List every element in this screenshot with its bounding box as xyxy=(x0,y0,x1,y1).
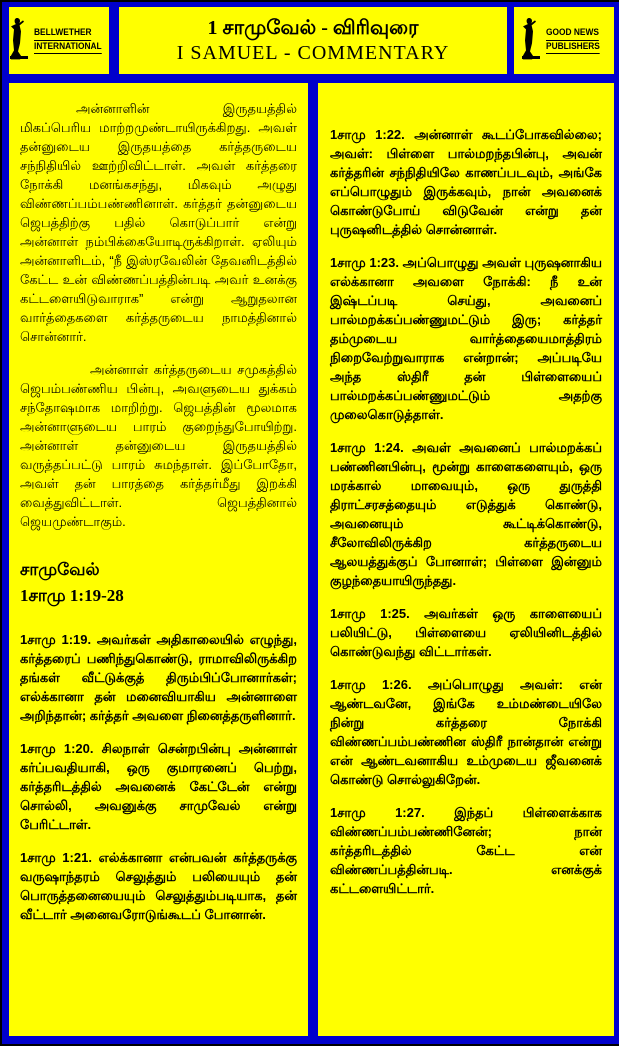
left-column xyxy=(9,83,308,1036)
verse-1-26: 1சாமு 1:26. அப்பொழுது அவள்: என் ஆண்டவனே, இங்கே உம்மண்டையிலே நின்று கர்த்தரை நோக்கி விண்ணப்பம்பண்ணின ஸ்திரீ நான்தான் என்று என் ஆண்டவனாகிய உம்முடைய ஜீவனைக் கொண்டு சொல்லுகிறேன். xyxy=(330,677,602,787)
verse-1-27: 1சாமு 1:27. இந்தப் பிள்ளைக்காக விண்ணப்பம்பண்ணினேன்; நான் கர்த்தரிடத்தில் கேட்ட என் விண்ணப்பத்தின்படி. எனக்குக் கட்டளையிட்டார். xyxy=(330,805,602,896)
section-heading-range: 1சாமு 1:19-28 xyxy=(20,585,124,605)
section-heading-book: சாமுவேல் xyxy=(20,560,100,579)
good-news-name: GOOD NEWS xyxy=(546,27,599,41)
verse-1-23: 1சாமு 1:23. அப்பொழுது அவள் புருஷனாகிய எல்க்கானா அவளை நோக்கி: நீ உன் இஷ்டப்படி செய்து, அவனைப் பால்மறக்கப்பண்ணுமட்டும் இரு; கர்த்தர் தம்முடைய வார்த்தையைமாத்திரம் நிறைவேற்றுவாராக என்றான்; அப்படியே அந்த ஸ்திரீ தன் பிள்ளையைப் பால்மறக்கப்பண்ணுமட்டும் அதற்கு முலைகொடுத்தாள். xyxy=(330,255,602,422)
bellwether-statue-icon xyxy=(9,16,30,65)
commentary-paragraph: அன்னாளின் இருதயத்தில் மிகப்பெரிய மாற்றமுண்டாயிருக்கிறது. அவள் தன்னுடைய இருதயத்தை கர்த்தருடைய சந்நிதியில் ஊற்றிவிட்டாள். அவள் கர்த்தரை நோக்கி மனங்கசந்து, மிகவும் அழுது விண்ணப்பம்பண்ணினாள். கர்த்தர் தன்னுடைய ஜெபத்திற்கு பதில் கொடுப்பார் என்று அன்னாள் நம்பிக்கையோடிருக்கிறாள். ஏலியும் அன்னாளிடம், “நீ இஸ்ரவேலின் தேவனிடத்தில் கேட்ட உன் விண்ணப்பத்தின்படி அவர் உனக்கு கட்டளையிடுவாராக” என்று ஆறுதலான வார்த்தைகளை கர்த்தருடைய நாமத்தினால் சொன்னார். xyxy=(20,101,297,344)
good-news-statue-icon xyxy=(520,16,542,65)
title-box xyxy=(119,7,507,74)
right-column xyxy=(318,83,614,1036)
bellwether-logo xyxy=(9,7,109,74)
section-heading xyxy=(20,557,297,608)
verse-1-19: 1சாமு 1:19. அவர்கள் அதிகாலையில் எழுந்து, கர்த்தரைப் பணிந்துகொண்டு, ராமாவிலிருக்கிற தங்கள் வீட்டுக்குத் திரும்பிப்போனார்கள்; எல்க்கானா தன் மனைவியாகிய அன்னாளை அறிந்தான்; கர்த்தர் அவளை நினைத்தருளினார். xyxy=(20,632,297,723)
good-news-logo xyxy=(514,7,614,74)
bellwether-name: BELLWETHER xyxy=(34,27,92,41)
bellwether-subname: INTERNATIONAL xyxy=(34,41,102,55)
page-title-english: I SAMUEL - COMMENTARY xyxy=(176,41,450,64)
good-news-subname: PUBLISHERS xyxy=(546,41,600,55)
verse-1-21: 1சாமு 1:21. எல்க்கானா என்பவன் கர்த்தருக்கு வருஷாந்தரம் செலுத்தும் பலியையும் தன் பொருத்தனையையும் செலுத்தும்படியாக, தன் வீட்டார் அனைவரோடுங்கூடப் போனான். xyxy=(20,850,297,922)
page-title-tamil: 1 சாமுவேல் - விரிவுரை xyxy=(207,16,419,39)
verse-1-22: 1சாமு 1:22. அன்னாள் கூடப்போகவில்லை; அவள்: பிள்ளை பால்மறந்தபின்பு, அவன் கர்த்தரின் சந்நிதியிலே காணப்படவும், அங்கே எப்பொழுதும் இருக்கவும், நான் அவனைக் கொண்டுபோய் விடுவேன் என்று தன் புருஷனிடத்தில் சொன்னாள். xyxy=(330,127,602,237)
verse-1-24: 1சாமு 1:24. அவள் அவனைப் பால்மறக்கப் பண்ணினபின்பு, மூன்று காளைகளையும், ஒரு மரக்கால் மாவையும், ஒரு துருத்தி திராட்சரசத்தையும் எடுத்துக் கொண்டு, அவனையும் கூட்டிக்கொண்டு, சீலோவிலிருக்கிற கர்த்தருடைய ஆலயத்துக்குப் போனாள்; பிள்ளை இன்னும் குழந்தையாயிருந்தது. xyxy=(330,440,602,588)
verse-1-20: 1சாமு 1:20. சிலநாள் சென்றபின்பு அன்னாள் கர்ப்பவதியாகி, ஒரு குமாரனைப் பெற்று, கர்த்தரிடத்தில் அவனைக் கேட்டேன் என்று சொல்லி, அவனுக்கு சாமுவேல் என்று பேரிட்டாள். xyxy=(20,741,297,832)
commentary-page xyxy=(2,2,619,1044)
verse-1-25: 1சாமு 1:25. அவர்கள் ஒரு காளையைப் பலியிட்டு, பிள்ளையை ஏலியினிடத்தில் கொண்டுவந்து விட்டார்கள். xyxy=(330,606,602,659)
commentary-paragraph: அன்னாள் கர்த்தருடைய சமுகத்தில் ஜெபம்பண்ணிய பின்பு, அவளுடைய துக்கம் சந்தோஷமாக மாறிற்று. ஜெபத்தின் மூலமாக அன்னாளுடைய பாரம் குறைந்துபோயிற்று. அன்னாள் தன்னுடைய இருதயத்தில் வருத்தப்பட்டு பாரம் சுமந்தாள். இப்போதோ, அவள் தன் பாரத்தை கர்த்தர்மீது இறக்கி வைத்துவிட்டாள். ஜெபத்தினால் ஜெயமுண்டாகும். xyxy=(20,362,297,529)
